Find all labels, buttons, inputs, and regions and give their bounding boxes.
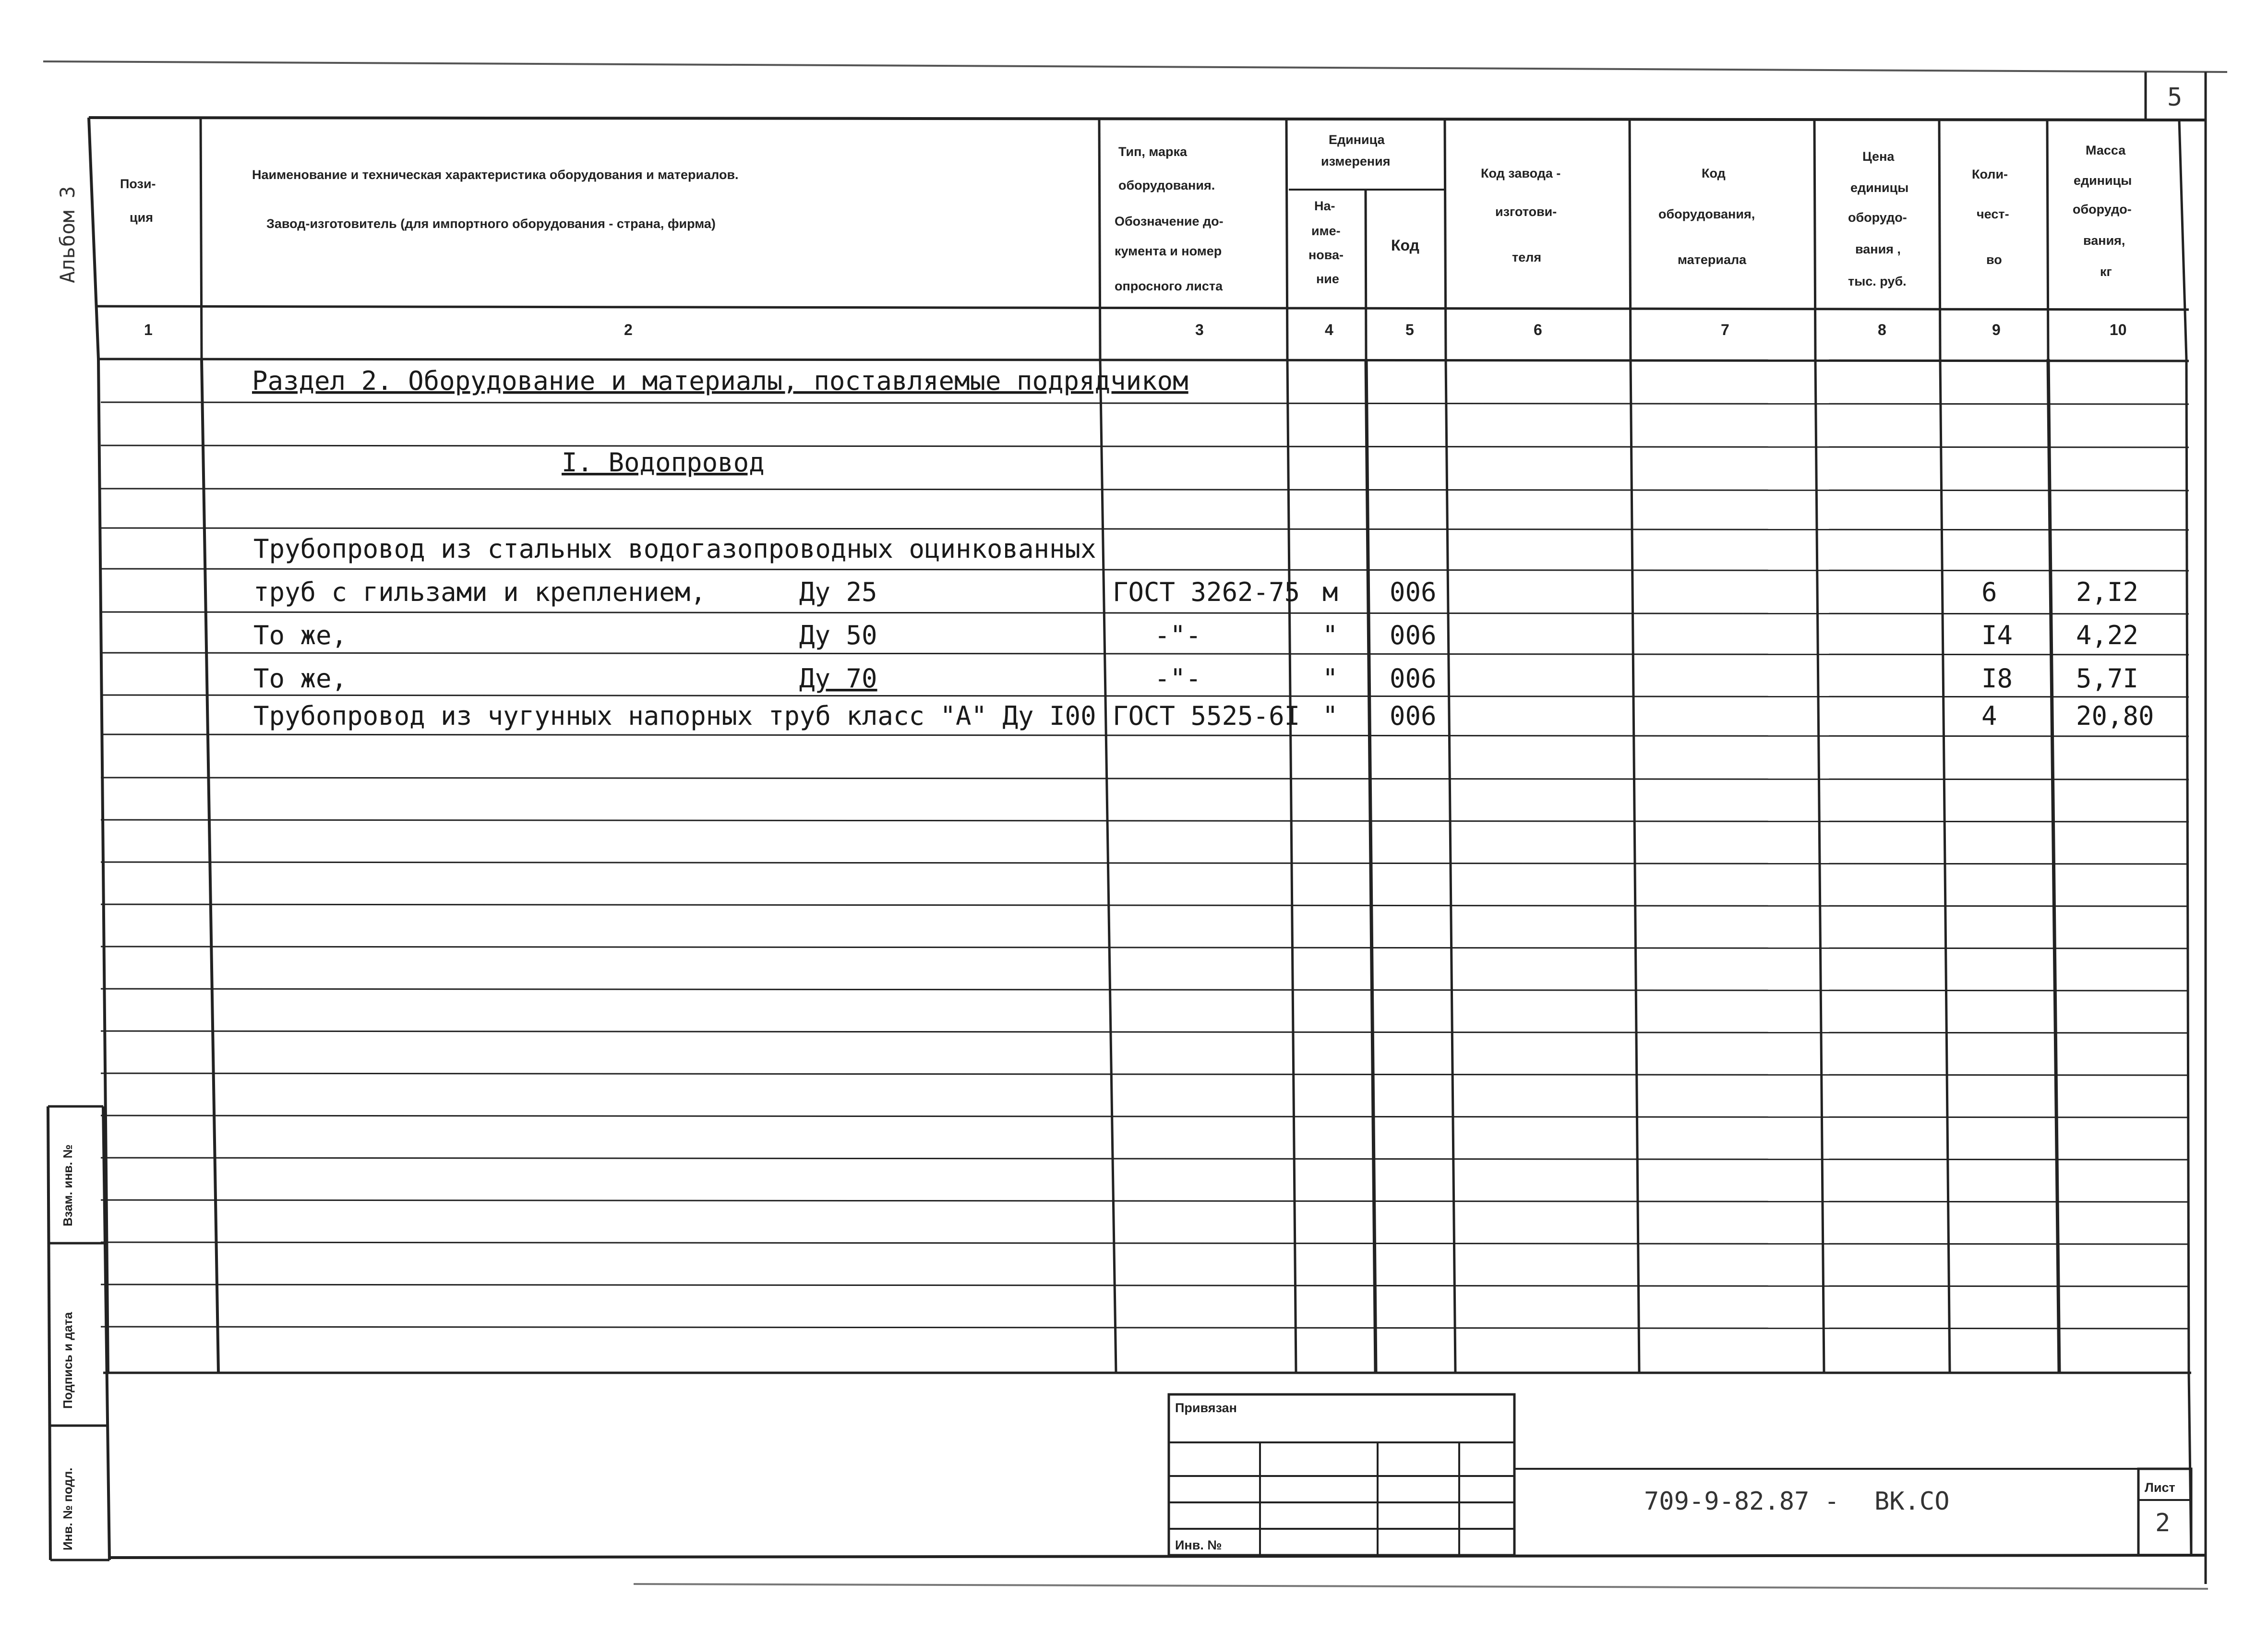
corner-number-box: [2146, 72, 2206, 1584]
row-rule: [101, 862, 2189, 864]
document-mark: ВК.СО: [1874, 1487, 1950, 1516]
column-number-9: 9: [1992, 321, 2001, 338]
header-col9-line1: Коли-: [1972, 167, 2008, 181]
row3-unit: ": [1322, 663, 1338, 694]
header-col4-line4: ние: [1316, 272, 1339, 286]
title-block: [1169, 1394, 2191, 1555]
header-col3-line5: опросного листа: [1115, 279, 1223, 293]
row-rule: [101, 1327, 2189, 1329]
column-number-8: 8: [1878, 321, 1886, 338]
header-col9-line2: чест-: [1977, 207, 2009, 221]
row-rule: [101, 989, 2189, 991]
row1-unit: м: [1322, 577, 1338, 607]
row1-qty: 6: [1981, 577, 1997, 607]
sheet-number: 2: [2155, 1509, 2171, 1537]
row1-name: труб с гильзами и креплением,: [253, 577, 706, 607]
header-col6-line2: изготови-: [1495, 204, 1557, 219]
row3-dn: Ду 70: [799, 663, 877, 694]
column-number-2: 2: [624, 321, 633, 338]
row4-name: Трубопровод из чугунных напорных труб класс "А" Ду I00: [253, 701, 1096, 731]
row2-unit: ": [1322, 620, 1338, 650]
inv-no-label: Инв. №: [1175, 1538, 1222, 1552]
row2-code: 006: [1390, 620, 1437, 650]
header-col8-line3: оборудо-: [1848, 210, 1907, 225]
row3-qty: I8: [1981, 663, 2013, 694]
row4-qty: 4: [1981, 701, 1997, 731]
row1-dn: Ду 25: [799, 577, 877, 607]
row-rule: [101, 445, 2189, 447]
row1-doc: ГОСТ 3262-75: [1113, 577, 1300, 607]
table-row: [253, 577, 2138, 607]
header-col8-line2: единицы: [1850, 180, 1909, 195]
row3-mass: 5,7I: [2076, 663, 2139, 694]
table-row: [253, 663, 2138, 694]
header-col6-line3: теля: [1512, 250, 1542, 264]
stamp-podpis-data: Подпись и дата: [60, 1312, 75, 1409]
row-rule: [101, 947, 2189, 948]
column-number-7: 7: [1721, 321, 1729, 338]
header-col3-line2: оборудования.: [1118, 178, 1215, 192]
row2-mass: 4,22: [2076, 620, 2139, 650]
row-rule: [101, 1073, 2189, 1075]
header-unit-group-line2: измерения: [1321, 154, 1391, 168]
header-col7-line1: Код: [1702, 166, 1726, 180]
table-row: [253, 620, 2138, 650]
subsection-title: I. Водопровод: [562, 447, 765, 478]
row-rule: [101, 489, 2189, 491]
header-col10-line1: Масса: [2086, 143, 2126, 157]
row-rule: [101, 1242, 2189, 1244]
header-col10-line2: единицы: [2074, 173, 2132, 188]
bottom-edge-line: [634, 1584, 2208, 1589]
corner-sheet-number: 5: [2167, 83, 2183, 112]
row4-unit: ": [1322, 701, 1338, 731]
row-rule: [101, 1031, 2189, 1033]
header-col1-line1: Пози-: [120, 177, 156, 191]
header-col9-line3: во: [1986, 252, 2002, 267]
header-col8-line4: вания ,: [1855, 242, 1901, 256]
stamp-inv-podl: Инв. № подл.: [60, 1467, 75, 1550]
column-number-5: 5: [1405, 321, 1414, 338]
column-number-1: 1: [144, 321, 153, 338]
header-col4-line2: име-: [1311, 224, 1341, 238]
header-col2-line2: Завод-изготовитель (для импортного оборудования - страна, фирма): [266, 216, 716, 231]
column-number-3: 3: [1195, 321, 1204, 338]
row2-dn: Ду 50: [799, 620, 877, 650]
column-number-4: 4: [1325, 321, 1333, 338]
privyazan-label: Привязан: [1175, 1401, 1237, 1415]
row-rule: [101, 528, 2189, 530]
row-rule: [101, 1116, 2189, 1117]
row4-code: 006: [1390, 701, 1437, 731]
row4-mass: 20,80: [2076, 701, 2154, 731]
row-rule: [101, 402, 2189, 404]
row3-doc: -"-: [1154, 663, 1201, 694]
row-rule: [101, 695, 2189, 697]
top-edge-line: [43, 61, 2227, 72]
header-col4-line3: нова-: [1308, 248, 1344, 262]
sheet-label: Лист: [2145, 1480, 2175, 1495]
header-col8-line1: Цена: [1862, 149, 1895, 164]
header-col3-line1: Тип, марка: [1118, 144, 1188, 159]
header-col10-line3: оборудо-: [2073, 202, 2132, 216]
row-rule: [101, 1158, 2189, 1160]
row-rule: [101, 612, 2189, 614]
header-col3-line3: Обозначение до-: [1115, 214, 1224, 228]
header-col3-line4: кумента и номер: [1115, 244, 1222, 258]
header-col5: Код: [1391, 237, 1419, 254]
album-label: Альбом 3: [56, 186, 79, 283]
row1-code: 006: [1390, 577, 1437, 607]
header-col1-line2: ция: [130, 210, 153, 225]
header-col4-line1: На-: [1314, 199, 1335, 213]
row4-doc: ГОСТ 5525-6I: [1113, 701, 1300, 731]
header-col7-line3: материала: [1678, 252, 1747, 267]
stamp-vzam-inv: Взам. инв. №: [60, 1144, 75, 1226]
header-col7-line2: оборудования,: [1658, 207, 1755, 221]
table-body-grid: [98, 359, 2189, 1373]
row-rule: [101, 904, 2189, 906]
row-rule: [101, 778, 2189, 780]
row-rule: [101, 569, 2189, 571]
row3-name: То же,: [253, 663, 348, 694]
intro-line: Трубопровод из стальных водогазопроводных оцинкованных: [253, 534, 1096, 564]
row-rule: [101, 820, 2189, 822]
table-row: [253, 701, 2154, 731]
row-rule: [101, 1200, 2189, 1202]
column-number-6: 6: [1534, 321, 1542, 338]
row-rule: [101, 734, 2189, 736]
section-title: Раздел 2. Оборудование и материалы, поставляемые подрядчиком: [252, 366, 1188, 396]
header-unit-group-line1: Единица: [1329, 132, 1385, 147]
header-col8-line5: тыс. руб.: [1848, 274, 1907, 288]
side-stamp: [48, 1106, 109, 1560]
header-col2-line1: Наименование и техническая характеристика оборудования и материалов.: [252, 168, 739, 182]
row-rule: [101, 1284, 2189, 1286]
column-number-10: 10: [2110, 321, 2127, 338]
row2-doc: -"-: [1154, 620, 1201, 650]
row1-mass: 2,I2: [2076, 577, 2139, 607]
header-col6-line1: Код завода -: [1481, 166, 1561, 180]
document-code: 709-9-82.87 -: [1644, 1487, 1839, 1516]
page-frame: [103, 1373, 2206, 1558]
row3-code: 006: [1390, 663, 1437, 694]
row2-name: То же,: [253, 620, 348, 650]
header-col10-line4: вания,: [2083, 233, 2125, 248]
row-rule: [101, 653, 2189, 655]
header-col10-line5: кг: [2100, 264, 2112, 279]
row2-qty: I4: [1981, 620, 2013, 650]
